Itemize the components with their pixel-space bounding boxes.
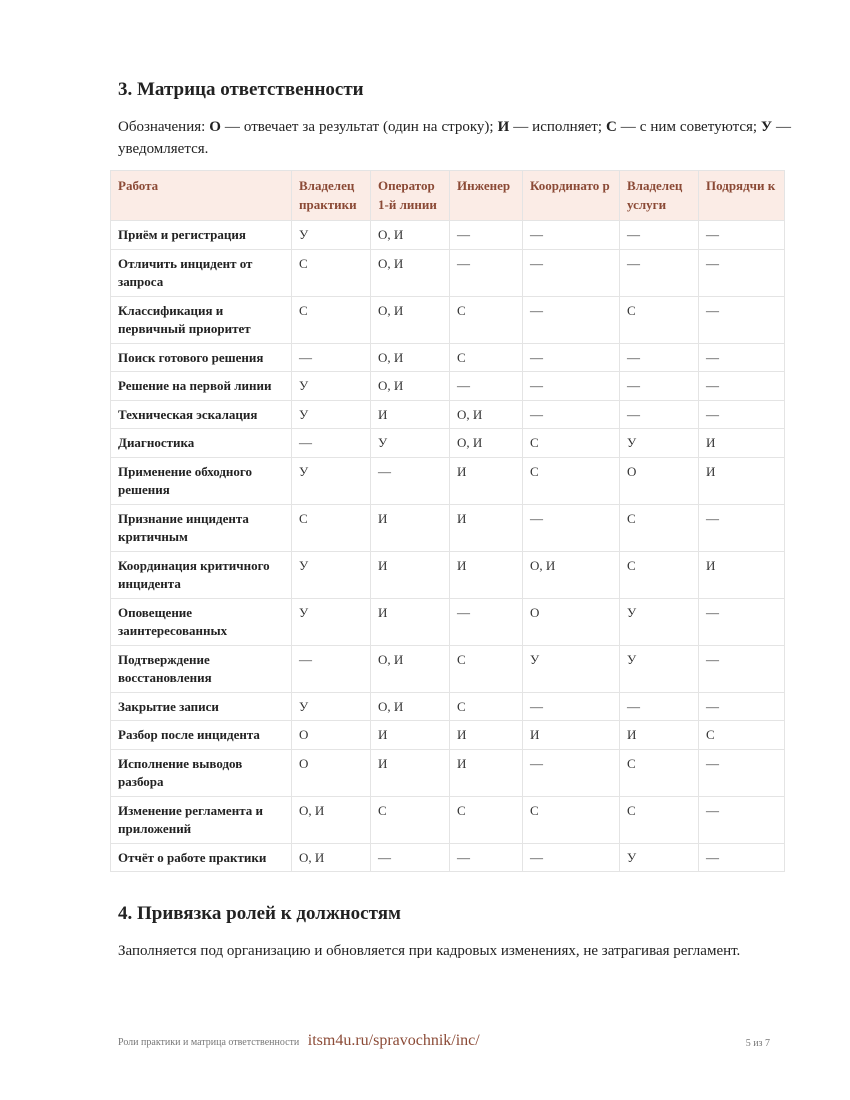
- table-row: [111, 749, 785, 796]
- raci-cell: С: [450, 692, 523, 721]
- raci-cell: С: [450, 796, 523, 843]
- legend-i-key: И: [497, 119, 510, 135]
- work-cell: Поиск готового решения: [111, 343, 292, 372]
- raci-cell: —: [371, 457, 450, 504]
- legend-prefix: Обозначения:: [118, 119, 210, 135]
- raci-cell: —: [371, 843, 450, 872]
- section-4: [118, 900, 791, 962]
- work-cell: Отличить инцидент от запроса: [111, 249, 292, 296]
- raci-cell: У: [620, 598, 699, 645]
- raci-cell: О, И: [371, 343, 450, 372]
- raci-cell: И: [371, 504, 450, 551]
- legend-u-text: — уведомляется.: [118, 119, 792, 157]
- raci-cell: У: [292, 457, 371, 504]
- table-row: [111, 400, 785, 429]
- table-row: [111, 429, 785, 458]
- raci-cell: —: [620, 221, 699, 250]
- legend-i-text: — исполняет;: [509, 119, 606, 135]
- raci-cell: —: [699, 296, 785, 343]
- raci-cell: —: [523, 504, 620, 551]
- raci-cell: С: [523, 796, 620, 843]
- work-cell: Закрытие записи: [111, 692, 292, 721]
- raci-cell: У: [292, 221, 371, 250]
- raci-cell: —: [699, 249, 785, 296]
- raci-cell: —: [523, 843, 620, 872]
- raci-cell: —: [523, 372, 620, 401]
- table-row: [111, 372, 785, 401]
- column-header-role: Владелец практики: [292, 171, 371, 221]
- raci-cell: —: [450, 249, 523, 296]
- work-cell: Приём и регистрация: [111, 221, 292, 250]
- work-cell: Применение обходного решения: [111, 457, 292, 504]
- raci-cell: —: [523, 249, 620, 296]
- raci-cell: —: [699, 843, 785, 872]
- raci-cell: И: [371, 721, 450, 750]
- raci-cell: —: [699, 645, 785, 692]
- page-footer: [118, 1032, 770, 1050]
- raci-cell: —: [450, 598, 523, 645]
- raci-cell: —: [450, 843, 523, 872]
- table-row: [111, 296, 785, 343]
- table-row: [111, 249, 785, 296]
- table-row: [111, 645, 785, 692]
- raci-cell: И: [450, 551, 523, 598]
- raci-cell: О: [620, 457, 699, 504]
- raci-cell: И: [371, 400, 450, 429]
- raci-cell: —: [523, 692, 620, 721]
- work-cell: Координация критичного инцидента: [111, 551, 292, 598]
- raci-cell: —: [699, 749, 785, 796]
- raci-cell: У: [292, 372, 371, 401]
- matrix-header-row: [111, 171, 785, 221]
- raci-cell: С: [620, 796, 699, 843]
- raci-cell: С: [450, 645, 523, 692]
- section-4-text: Заполняется под организацию и обновляется при кадровых изменениях, не затрагивая регламент.: [118, 943, 741, 959]
- raci-cell: С: [371, 796, 450, 843]
- raci-cell: О: [292, 749, 371, 796]
- raci-cell: О, И: [292, 843, 371, 872]
- raci-cell: У: [292, 551, 371, 598]
- raci-cell: И: [450, 457, 523, 504]
- raci-cell: С: [450, 296, 523, 343]
- raci-cell: —: [699, 796, 785, 843]
- raci-cell: У: [620, 645, 699, 692]
- raci-cell: С: [699, 721, 785, 750]
- legend-s-text: — с ним советуются;: [616, 119, 762, 135]
- legend-s-key: С: [605, 119, 617, 135]
- table-row: [111, 843, 785, 872]
- table-row: [111, 796, 785, 843]
- raci-cell: И: [371, 598, 450, 645]
- table-row: [111, 457, 785, 504]
- work-cell: Оповещение заинтересованных: [111, 598, 292, 645]
- raci-cell: —: [292, 429, 371, 458]
- raci-cell: С: [523, 457, 620, 504]
- raci-cell: У: [292, 692, 371, 721]
- table-row: [111, 551, 785, 598]
- raci-cell: О, И: [292, 796, 371, 843]
- raci-cell: У: [292, 400, 371, 429]
- work-cell: Исполнение выводов разбора: [111, 749, 292, 796]
- raci-cell: С: [292, 296, 371, 343]
- raci-cell: О, И: [371, 645, 450, 692]
- raci-cell: —: [699, 598, 785, 645]
- raci-cell: О, И: [450, 400, 523, 429]
- table-row: [111, 598, 785, 645]
- raci-cell: —: [523, 400, 620, 429]
- raci-cell: О: [523, 598, 620, 645]
- column-header-role: Владелец услуги: [620, 171, 699, 221]
- raci-cell: —: [292, 343, 371, 372]
- raci-cell: У: [523, 645, 620, 692]
- raci-cell: И: [450, 749, 523, 796]
- work-cell: Классификация и первичный приоритет: [111, 296, 292, 343]
- raci-cell: —: [699, 372, 785, 401]
- raci-cell: И: [699, 457, 785, 504]
- raci-cell: И: [450, 721, 523, 750]
- raci-cell: О, И: [523, 551, 620, 598]
- work-cell: Диагностика: [111, 429, 292, 458]
- column-header-work: Работа: [111, 171, 292, 221]
- work-cell: Отчёт о работе практики: [111, 843, 292, 872]
- raci-cell: У: [620, 429, 699, 458]
- raci-cell: У: [620, 843, 699, 872]
- raci-cell: —: [620, 343, 699, 372]
- work-cell: Признание инцидента критичным: [111, 504, 292, 551]
- table-row: [111, 692, 785, 721]
- footer-link[interactable]: itsm4u.ru/spravochnik/inc/: [307, 1032, 480, 1049]
- raci-cell: С: [620, 749, 699, 796]
- raci-cell: И: [450, 504, 523, 551]
- raci-cell: —: [523, 343, 620, 372]
- raci-cell: —: [620, 692, 699, 721]
- raci-cell: И: [371, 551, 450, 598]
- raci-cell: О, И: [371, 372, 450, 401]
- raci-cell: И: [699, 551, 785, 598]
- raci-cell: —: [523, 221, 620, 250]
- responsibility-matrix: [110, 170, 785, 872]
- column-header-role: Инженер: [450, 171, 523, 221]
- legend-o-key: О: [209, 119, 221, 135]
- raci-cell: —: [699, 504, 785, 551]
- work-cell: Техническая эскалация: [111, 400, 292, 429]
- work-cell: Решение на первой линии: [111, 372, 292, 401]
- raci-cell: —: [620, 249, 699, 296]
- raci-cell: —: [292, 645, 371, 692]
- section-4-title: 4. Привязка ролей к должностям: [118, 903, 401, 924]
- work-cell: Подтверждение восстановления: [111, 645, 292, 692]
- raci-cell: О, И: [450, 429, 523, 458]
- raci-cell: И: [620, 721, 699, 750]
- raci-cell: —: [450, 372, 523, 401]
- raci-cell: —: [699, 692, 785, 721]
- raci-cell: О, И: [371, 296, 450, 343]
- table-row: [111, 221, 785, 250]
- table-row: [111, 504, 785, 551]
- page-number: 5 из 7: [745, 1038, 770, 1049]
- raci-cell: —: [523, 749, 620, 796]
- raci-cell: —: [699, 400, 785, 429]
- raci-cell: О, И: [371, 221, 450, 250]
- raci-cell: —: [699, 221, 785, 250]
- raci-cell: —: [450, 221, 523, 250]
- raci-cell: С: [620, 551, 699, 598]
- raci-cell: С: [450, 343, 523, 372]
- raci-cell: —: [620, 372, 699, 401]
- work-cell: Разбор после инцидента: [111, 721, 292, 750]
- table-row: [111, 721, 785, 750]
- raci-cell: И: [523, 721, 620, 750]
- raci-cell: С: [523, 429, 620, 458]
- raci-cell: С: [620, 504, 699, 551]
- raci-cell: О: [292, 721, 371, 750]
- raci-cell: —: [620, 400, 699, 429]
- raci-cell: С: [292, 249, 371, 296]
- raci-cell: —: [523, 296, 620, 343]
- raci-cell: О, И: [371, 692, 450, 721]
- raci-cell: У: [292, 598, 371, 645]
- raci-cell: И: [699, 429, 785, 458]
- section-3-title: 3. Матрица ответственности: [118, 79, 364, 100]
- work-cell: Изменение регламента и приложений: [111, 796, 292, 843]
- raci-cell: С: [292, 504, 371, 551]
- legend-o-text: — отвечает за результат (один на строку);: [220, 119, 498, 135]
- raci-cell: И: [371, 749, 450, 796]
- table-row: [111, 343, 785, 372]
- raci-cell: С: [620, 296, 699, 343]
- raci-cell: У: [371, 429, 450, 458]
- column-header-role: Подрядчи к: [699, 171, 785, 221]
- section-3: [118, 76, 791, 160]
- raci-cell: О, И: [371, 249, 450, 296]
- legend-u-key: У: [761, 119, 773, 135]
- raci-cell: —: [699, 343, 785, 372]
- legend-paragraph: [118, 116, 791, 160]
- footer-doc-title: Роли практики и матрица ответственности: [118, 1037, 300, 1048]
- column-header-role: Координато р: [523, 171, 620, 221]
- column-header-role: Оператор 1-й линии: [371, 171, 450, 221]
